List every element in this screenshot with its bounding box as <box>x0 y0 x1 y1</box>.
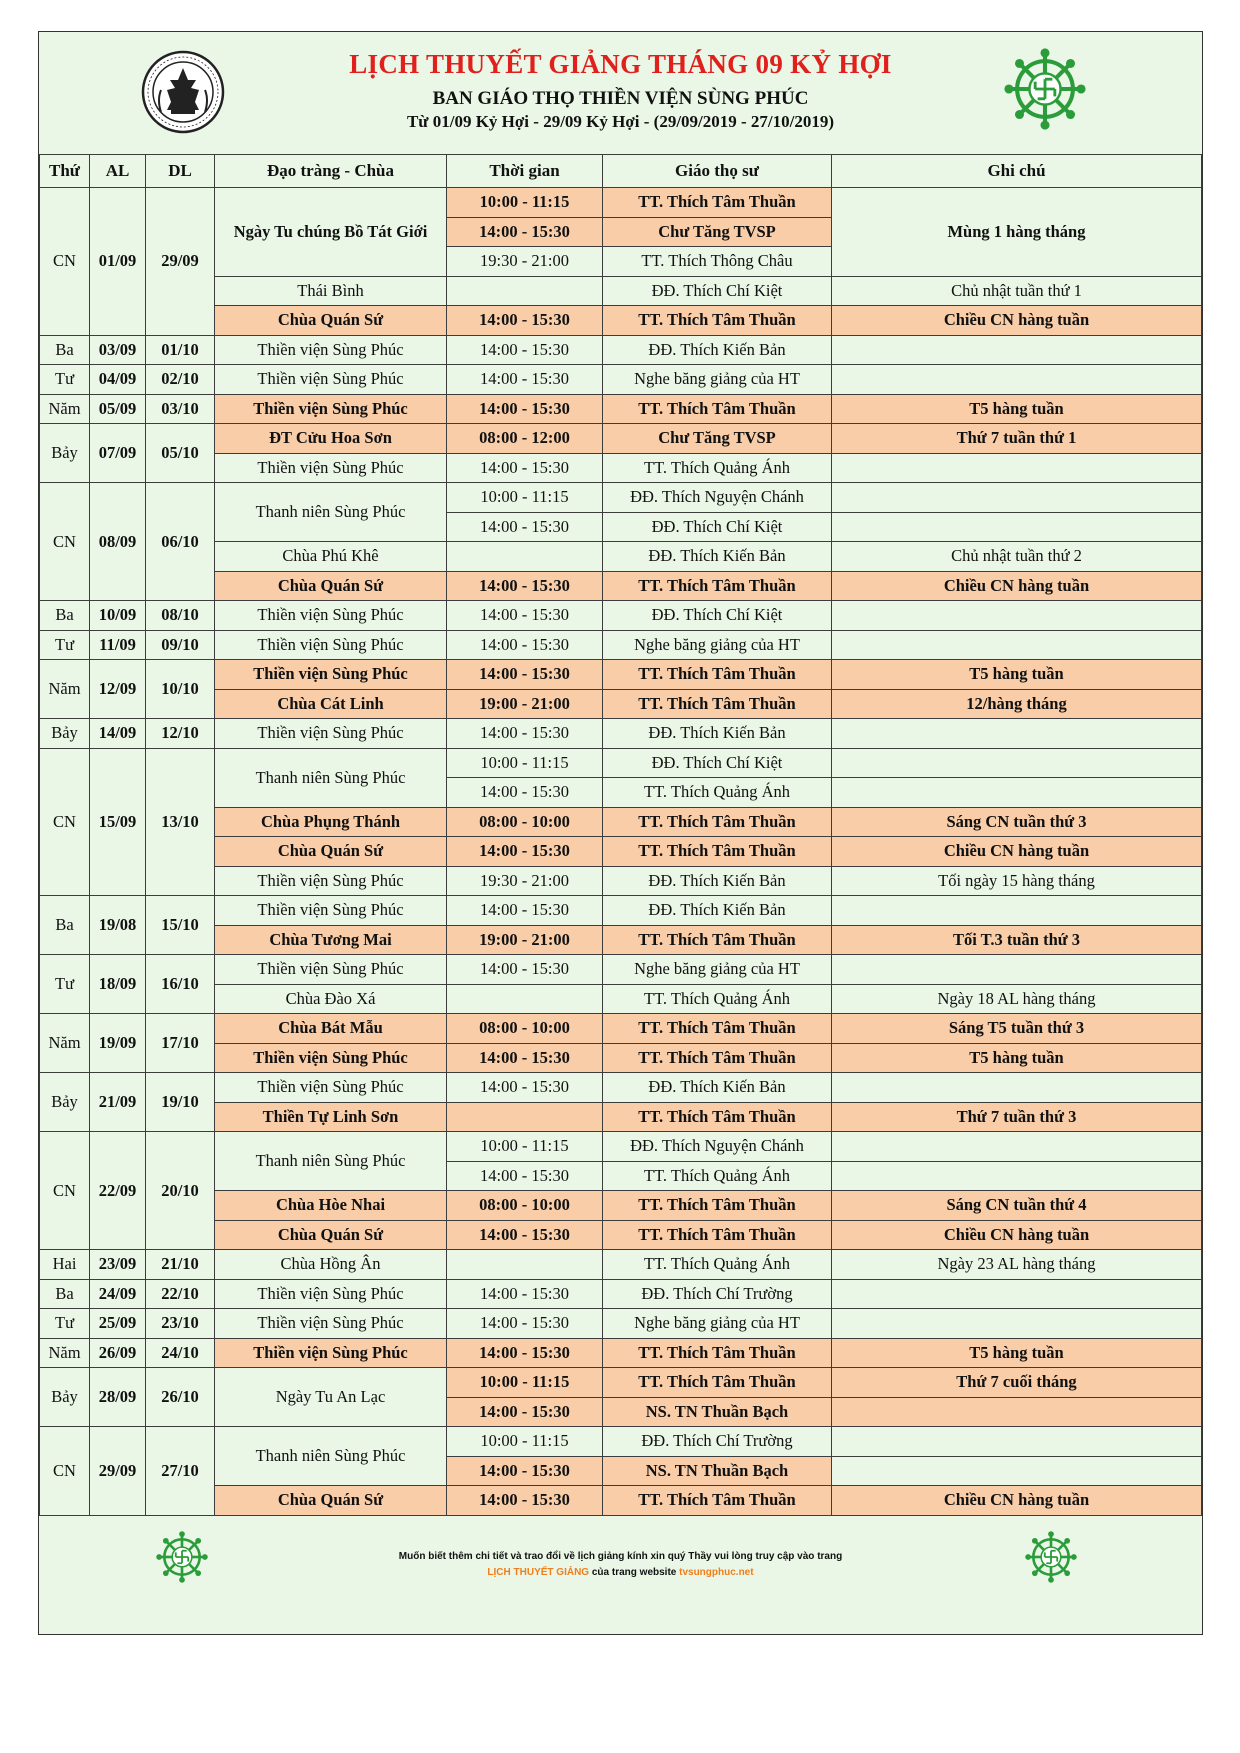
place-cell: Chùa Quán Sứ <box>215 571 447 601</box>
time-cell: 10:00 - 11:15 <box>447 1427 603 1457</box>
teacher-cell: TT. Thích Tâm Thuần <box>603 1014 832 1044</box>
note-cell: T5 hàng tuần <box>832 1043 1202 1073</box>
weekday-cell: CN <box>40 1132 90 1250</box>
time-cell: 14:00 - 15:30 <box>447 660 603 690</box>
teacher-cell: ĐĐ. Thích Chí Trường <box>603 1427 832 1457</box>
date-range: Từ 01/09 Kỷ Hợi - 29/09 Kỷ Hợi - (29/09/2019 - 27/10/2019) <box>406 112 835 131</box>
lunar-date-cell: 05/09 <box>90 394 146 424</box>
schedule-sheet <box>38 31 1203 1635</box>
time-cell: 10:00 - 11:15 <box>447 483 603 513</box>
place-cell: Thiền viện Sùng Phúc <box>215 335 447 365</box>
lunar-date-cell: 04/09 <box>90 365 146 395</box>
teacher-cell: ĐĐ. Thích Chí Kiệt <box>603 748 832 778</box>
lunar-date-cell: 26/09 <box>90 1338 146 1368</box>
time-cell: 10:00 - 11:15 <box>447 188 603 218</box>
teacher-cell: TT. Thích Quảng Ánh <box>603 778 832 808</box>
note-cell <box>832 601 1202 631</box>
table-row <box>40 1279 1202 1309</box>
place-cell: Thiền viện Sùng Phúc <box>215 896 447 926</box>
note-cell: Thứ 7 tuần thứ 3 <box>832 1102 1202 1132</box>
note-cell: Chủ nhật tuần thứ 2 <box>832 542 1202 572</box>
time-cell <box>447 1102 603 1132</box>
table-row <box>40 1338 1202 1368</box>
time-cell: 14:00 - 15:30 <box>447 1309 603 1339</box>
place-cell: Thiền viện Sùng Phúc <box>215 1279 447 1309</box>
note-cell: Ngày 18 AL hàng tháng <box>832 984 1202 1014</box>
time-cell: 08:00 - 10:00 <box>447 1014 603 1044</box>
teacher-cell: ĐĐ. Thích Chí Kiệt <box>603 601 832 631</box>
weekday-cell: Tư <box>40 630 90 660</box>
note-cell <box>832 719 1202 749</box>
time-cell: 14:00 - 15:30 <box>447 630 603 660</box>
weekday-cell: CN <box>40 188 90 336</box>
time-cell: 14:00 - 15:30 <box>447 571 603 601</box>
note-cell: Chiều CN hàng tuần <box>832 837 1202 867</box>
note-cell <box>832 483 1202 513</box>
teacher-cell: ĐĐ. Thích Chí Kiệt <box>603 512 832 542</box>
teacher-cell: Nghe băng giảng của HT <box>603 1309 832 1339</box>
time-cell: 10:00 - 11:15 <box>447 748 603 778</box>
table-row <box>40 571 1202 601</box>
lunar-date-cell: 23/09 <box>90 1250 146 1280</box>
teacher-cell: TT. Thích Tâm Thuần <box>603 1338 832 1368</box>
place-cell: Chùa Bát Mẫu <box>215 1014 447 1044</box>
place-cell: Chùa Cát Linh <box>215 689 447 719</box>
table-row <box>40 689 1202 719</box>
teacher-cell: TT. Thích Tâm Thuần <box>603 837 832 867</box>
note-cell <box>832 1161 1202 1191</box>
place-cell: ĐT Cửu Hoa Sơn <box>215 424 447 454</box>
table-row <box>40 1309 1202 1339</box>
teacher-cell: TT. Thích Quảng Ánh <box>603 984 832 1014</box>
teacher-cell: ĐĐ. Thích Nguyện Chánh <box>603 483 832 513</box>
table-row <box>40 837 1202 867</box>
table-row <box>40 306 1202 336</box>
note-cell <box>832 335 1202 365</box>
note-cell <box>832 365 1202 395</box>
note-cell: T5 hàng tuần <box>832 1338 1202 1368</box>
note-cell: Ngày 23 AL hàng tháng <box>832 1250 1202 1280</box>
solar-date-cell: 21/10 <box>146 1250 215 1280</box>
table-row <box>40 925 1202 955</box>
time-cell: 14:00 - 15:30 <box>447 1279 603 1309</box>
table-row <box>40 1427 1202 1457</box>
solar-date-cell: 29/09 <box>146 188 215 336</box>
footer-link-schedule[interactable]: LỊCH THUYẾT GIẢNG <box>487 1567 590 1578</box>
col-header-dl: DL <box>146 155 215 188</box>
place-cell: Ngày Tu An Lạc <box>215 1368 447 1427</box>
teacher-cell: NS. TN Thuần Bạch <box>603 1397 832 1427</box>
place-cell: Thiền Tự Linh Sơn <box>215 1102 447 1132</box>
table-row <box>40 1014 1202 1044</box>
lunar-date-cell: 11/09 <box>90 630 146 660</box>
teacher-cell: TT. Thích Tâm Thuần <box>603 689 832 719</box>
col-header-place: Đạo tràng - Chùa <box>215 155 447 188</box>
solar-date-cell: 10/10 <box>146 660 215 719</box>
time-cell: 14:00 - 15:30 <box>447 778 603 808</box>
place-cell: Thiền viện Sùng Phúc <box>215 601 447 631</box>
place-cell: Chùa Quán Sứ <box>215 306 447 336</box>
lunar-date-cell: 18/09 <box>90 955 146 1014</box>
time-cell: 14:00 - 15:30 <box>447 896 603 926</box>
lunar-date-cell: 21/09 <box>90 1073 146 1132</box>
note-cell: Chiều CN hàng tuần <box>832 306 1202 336</box>
teacher-cell: ĐĐ. Thích Kiến Bản <box>603 542 832 572</box>
table-row <box>40 1250 1202 1280</box>
teacher-cell: TT. Thích Tâm Thuần <box>603 1368 832 1398</box>
weekday-cell: Ba <box>40 1279 90 1309</box>
time-cell: 14:00 - 15:30 <box>447 719 603 749</box>
weekday-cell: CN <box>40 483 90 601</box>
table-row <box>40 453 1202 483</box>
weekday-cell: Ba <box>40 335 90 365</box>
place-cell: Thiền viện Sùng Phúc <box>215 1338 447 1368</box>
note-cell <box>832 955 1202 985</box>
teacher-cell: TT. Thích Quảng Ánh <box>603 1250 832 1280</box>
solar-date-cell: 08/10 <box>146 601 215 631</box>
solar-date-cell: 13/10 <box>146 748 215 896</box>
weekday-cell: Năm <box>40 394 90 424</box>
place-cell: Chùa Đào Xá <box>215 984 447 1014</box>
header <box>39 32 1202 154</box>
lunar-date-cell: 28/09 <box>90 1368 146 1427</box>
time-cell: 14:00 - 15:30 <box>447 955 603 985</box>
solar-date-cell: 19/10 <box>146 1073 215 1132</box>
teacher-cell: TT. Thích Thông Châu <box>603 247 832 277</box>
table-row <box>40 276 1202 306</box>
dharma-wheel-icon <box>1025 1531 1077 1583</box>
time-cell: 14:00 - 15:30 <box>447 512 603 542</box>
weekday-cell: CN <box>40 748 90 896</box>
note-cell: Tối ngày 15 hàng tháng <box>832 866 1202 896</box>
note-cell: Thứ 7 tuần thứ 1 <box>832 424 1202 454</box>
teacher-cell: Chư Tăng TVSP <box>603 217 832 247</box>
lunar-date-cell: 22/09 <box>90 1132 146 1250</box>
table-row <box>40 542 1202 572</box>
table-row <box>40 424 1202 454</box>
table-row <box>40 984 1202 1014</box>
place-cell: Chùa Tương Mai <box>215 925 447 955</box>
weekday-cell: Tư <box>40 1309 90 1339</box>
lunar-date-cell: 01/09 <box>90 188 146 336</box>
solar-date-cell: 03/10 <box>146 394 215 424</box>
place-cell: Thiền viện Sùng Phúc <box>215 660 447 690</box>
place-cell: Thanh niên Sùng Phúc <box>215 483 447 542</box>
table-row <box>40 1043 1202 1073</box>
note-cell: Sáng CN tuần thứ 4 <box>832 1191 1202 1221</box>
table-row <box>40 630 1202 660</box>
time-cell: 14:00 - 15:30 <box>447 1161 603 1191</box>
teacher-cell: TT. Thích Tâm Thuần <box>603 188 832 218</box>
footer-link-site[interactable]: tvsungphuc.net <box>679 1567 754 1578</box>
solar-date-cell: 17/10 <box>146 1014 215 1073</box>
time-cell: 19:30 - 21:00 <box>447 247 603 277</box>
solar-date-cell: 23/10 <box>146 1309 215 1339</box>
place-cell: Thanh niên Sùng Phúc <box>215 1132 447 1191</box>
lunar-date-cell: 29/09 <box>90 1427 146 1516</box>
weekday-cell: CN <box>40 1427 90 1516</box>
time-cell: 14:00 - 15:30 <box>447 837 603 867</box>
lunar-date-cell: 12/09 <box>90 660 146 719</box>
teacher-cell: TT. Thích Tâm Thuần <box>603 1486 832 1516</box>
time-cell: 14:00 - 15:30 <box>447 217 603 247</box>
solar-date-cell: 26/10 <box>146 1368 215 1427</box>
time-cell: 14:00 - 15:30 <box>447 1043 603 1073</box>
place-cell: Thiền viện Sùng Phúc <box>215 955 447 985</box>
solar-date-cell: 16/10 <box>146 955 215 1014</box>
table-row <box>40 394 1202 424</box>
table-row <box>40 1102 1202 1132</box>
teacher-cell: TT. Thích Tâm Thuần <box>603 1043 832 1073</box>
table-row <box>40 955 1202 985</box>
dharma-wheel-icon <box>1004 48 1086 130</box>
teacher-cell: TT. Thích Tâm Thuần <box>603 1220 832 1250</box>
time-cell: 14:00 - 15:30 <box>447 365 603 395</box>
teacher-cell: ĐĐ. Thích Chí Kiệt <box>603 276 832 306</box>
time-cell: 08:00 - 10:00 <box>447 1191 603 1221</box>
weekday-cell: Bảy <box>40 1073 90 1132</box>
lunar-date-cell: 10/09 <box>90 601 146 631</box>
weekday-cell: Năm <box>40 1014 90 1073</box>
note-cell <box>832 1279 1202 1309</box>
note-cell <box>832 1427 1202 1457</box>
teacher-cell: TT. Thích Tâm Thuần <box>603 807 832 837</box>
place-cell: Thiền viện Sùng Phúc <box>215 365 447 395</box>
weekday-cell: Bảy <box>40 719 90 749</box>
place-cell: Thiền viện Sùng Phúc <box>215 630 447 660</box>
place-cell: Chùa Quán Sứ <box>215 1486 447 1516</box>
table-row <box>40 1191 1202 1221</box>
time-cell: 14:00 - 15:30 <box>447 1338 603 1368</box>
table-row <box>40 660 1202 690</box>
solar-date-cell: 22/10 <box>146 1279 215 1309</box>
note-cell: T5 hàng tuần <box>832 660 1202 690</box>
place-cell: Thiền viện Sùng Phúc <box>215 719 447 749</box>
table-row <box>40 601 1202 631</box>
teacher-cell: TT. Thích Tâm Thuần <box>603 925 832 955</box>
teacher-cell: Chư Tăng TVSP <box>603 424 832 454</box>
teacher-cell: TT. Thích Quảng Ánh <box>603 453 832 483</box>
solar-date-cell: 05/10 <box>146 424 215 483</box>
place-cell: Thái Bình <box>215 276 447 306</box>
lunar-date-cell: 19/08 <box>90 896 146 955</box>
weekday-cell: Ba <box>40 601 90 631</box>
solar-date-cell: 06/10 <box>146 483 215 601</box>
note-cell: Chiều CN hàng tuần <box>832 571 1202 601</box>
time-cell: 14:00 - 15:30 <box>447 306 603 336</box>
lunar-date-cell: 08/09 <box>90 483 146 601</box>
teacher-cell: TT. Thích Tâm Thuần <box>603 394 832 424</box>
teacher-cell: ĐĐ. Thích Kiến Bản <box>603 335 832 365</box>
teacher-cell: TT. Thích Quảng Ánh <box>603 1161 832 1191</box>
note-cell <box>832 748 1202 778</box>
note-cell: Chiều CN hàng tuần <box>832 1220 1202 1250</box>
col-header-thu: Thứ <box>40 155 90 188</box>
teacher-cell: TT. Thích Tâm Thuần <box>603 571 832 601</box>
weekday-cell: Năm <box>40 1338 90 1368</box>
weekday-cell: Năm <box>40 660 90 719</box>
table-header-row <box>40 155 1202 188</box>
teacher-cell: NS. TN Thuần Bạch <box>603 1456 832 1486</box>
note-cell <box>832 512 1202 542</box>
note-cell: Sáng CN tuần thứ 3 <box>832 807 1202 837</box>
time-cell: 08:00 - 12:00 <box>447 424 603 454</box>
place-cell: Thiền viện Sùng Phúc <box>215 1043 447 1073</box>
table-row <box>40 866 1202 896</box>
weekday-cell: Hai <box>40 1250 90 1280</box>
time-cell: 14:00 - 15:30 <box>447 1486 603 1516</box>
note-cell <box>832 630 1202 660</box>
table-row <box>40 188 1202 218</box>
time-cell <box>447 276 603 306</box>
col-header-time: Thời gian <box>447 155 603 188</box>
table-row <box>40 1486 1202 1516</box>
place-cell: Chùa Quán Sứ <box>215 1220 447 1250</box>
time-cell <box>447 542 603 572</box>
lunar-date-cell: 24/09 <box>90 1279 146 1309</box>
place-cell: Chùa Hòe Nhai <box>215 1191 447 1221</box>
solar-date-cell: 12/10 <box>146 719 215 749</box>
place-cell: Chùa Phụng Thánh <box>215 807 447 837</box>
time-cell: 19:00 - 21:00 <box>447 925 603 955</box>
weekday-cell: Tư <box>40 365 90 395</box>
col-header-note: Ghi chú <box>832 155 1202 188</box>
teacher-cell: Nghe băng giảng của HT <box>603 630 832 660</box>
lunar-date-cell: 14/09 <box>90 719 146 749</box>
teacher-cell: ĐĐ. Thích Chí Trường <box>603 1279 832 1309</box>
time-cell: 19:00 - 21:00 <box>447 689 603 719</box>
solar-date-cell: 02/10 <box>146 365 215 395</box>
note-cell: T5 hàng tuần <box>832 394 1202 424</box>
table-row <box>40 748 1202 778</box>
weekday-cell: Bảy <box>40 1368 90 1427</box>
lunar-date-cell: 25/09 <box>90 1309 146 1339</box>
place-cell: Thiền viện Sùng Phúc <box>215 394 447 424</box>
page-subtitle: BAN GIÁO THỌ THIỀN VIỆN SÙNG PHÚC <box>432 88 809 109</box>
note-cell: Thứ 7 cuối tháng <box>832 1368 1202 1398</box>
table-row <box>40 807 1202 837</box>
solar-date-cell: 09/10 <box>146 630 215 660</box>
time-cell <box>447 1250 603 1280</box>
place-cell: Thanh niên Sùng Phúc <box>215 748 447 807</box>
note-cell: Tối T.3 tuần thứ 3 <box>832 925 1202 955</box>
schedule-table <box>39 154 1202 1516</box>
solar-date-cell: 15/10 <box>146 896 215 955</box>
teacher-cell: Nghe băng giảng của HT <box>603 365 832 395</box>
teacher-cell: ĐĐ. Thích Kiến Bản <box>603 896 832 926</box>
time-cell: 14:00 - 15:30 <box>447 1456 603 1486</box>
note-cell <box>832 778 1202 808</box>
time-cell: 14:00 - 15:30 <box>447 601 603 631</box>
teacher-cell: Nghe băng giảng của HT <box>603 955 832 985</box>
lunar-date-cell: 07/09 <box>90 424 146 483</box>
solar-date-cell: 01/10 <box>146 335 215 365</box>
place-cell: Thanh niên Sùng Phúc <box>215 1427 447 1486</box>
table-row <box>40 1132 1202 1162</box>
weekday-cell: Tư <box>40 955 90 1014</box>
place-cell: Ngày Tu chúng Bồ Tát Giới <box>215 188 447 277</box>
footer-middle-text: của trang website <box>589 1567 680 1578</box>
weekday-cell: Bảy <box>40 424 90 483</box>
lunar-date-cell: 03/09 <box>90 335 146 365</box>
time-cell: 14:00 - 15:30 <box>447 453 603 483</box>
teacher-cell: ĐĐ. Thích Kiến Bản <box>603 719 832 749</box>
place-cell: Thiền viện Sùng Phúc <box>215 453 447 483</box>
teacher-cell: TT. Thích Tâm Thuần <box>603 660 832 690</box>
time-cell: 14:00 - 15:30 <box>447 1397 603 1427</box>
place-cell: Chùa Quán Sứ <box>215 837 447 867</box>
place-cell: Thiền viện Sùng Phúc <box>215 1073 447 1103</box>
table-row <box>40 483 1202 513</box>
lunar-date-cell: 19/09 <box>90 1014 146 1073</box>
weekday-cell: Ba <box>40 896 90 955</box>
time-cell: 14:00 - 15:30 <box>447 1220 603 1250</box>
table-row <box>40 719 1202 749</box>
table-row <box>40 365 1202 395</box>
note-cell: Mùng 1 hàng tháng <box>832 188 1202 277</box>
time-cell: 10:00 - 11:15 <box>447 1368 603 1398</box>
teacher-cell: ĐĐ. Thích Nguyện Chánh <box>603 1132 832 1162</box>
note-cell <box>832 1456 1202 1486</box>
note-cell <box>832 1132 1202 1162</box>
teacher-cell: TT. Thích Tâm Thuần <box>603 1191 832 1221</box>
note-cell <box>832 896 1202 926</box>
place-cell: Thiền viện Sùng Phúc <box>215 1309 447 1339</box>
solar-date-cell: 27/10 <box>146 1427 215 1516</box>
time-cell: 14:00 - 15:30 <box>447 1073 603 1103</box>
note-cell: Chiều CN hàng tuần <box>832 1486 1202 1516</box>
lunar-date-cell: 15/09 <box>90 748 146 896</box>
page-title: LỊCH THUYẾT GIẢNG THÁNG 09 KỶ HỢI <box>349 49 892 79</box>
table-row <box>40 1073 1202 1103</box>
time-cell: 19:30 - 21:00 <box>447 866 603 896</box>
solar-date-cell: 24/10 <box>146 1338 215 1368</box>
note-cell: 12/hàng tháng <box>832 689 1202 719</box>
time-cell <box>447 984 603 1014</box>
schedule-body <box>40 188 1202 1516</box>
time-cell: 14:00 - 15:30 <box>447 394 603 424</box>
col-header-teacher: Giáo thọ sư <box>603 155 832 188</box>
col-header-al: AL <box>90 155 146 188</box>
time-cell: 08:00 - 10:00 <box>447 807 603 837</box>
solar-date-cell: 20/10 <box>146 1132 215 1250</box>
note-cell: Sáng T5 tuần thứ 3 <box>832 1014 1202 1044</box>
table-row <box>40 335 1202 365</box>
note-cell <box>832 1073 1202 1103</box>
place-cell: Thiền viện Sùng Phúc <box>215 866 447 896</box>
teacher-cell: TT. Thích Tâm Thuần <box>603 306 832 336</box>
teacher-cell: ĐĐ. Thích Kiến Bản <box>603 1073 832 1103</box>
table-row <box>40 1220 1202 1250</box>
note-cell: Chủ nhật tuần thứ 1 <box>832 276 1202 306</box>
place-cell: Chùa Hồng Ân <box>215 1250 447 1280</box>
note-cell <box>832 1309 1202 1339</box>
teacher-cell: TT. Thích Tâm Thuần <box>603 1102 832 1132</box>
time-cell: 10:00 - 11:15 <box>447 1132 603 1162</box>
teacher-cell: ĐĐ. Thích Kiến Bản <box>603 866 832 896</box>
note-cell <box>832 1397 1202 1427</box>
footer-line: Muốn biết thêm chi tiết và trao đổi về lịch giảng kính xin quý Thầy vui lòng truy cập vào trang <box>398 1551 843 1562</box>
place-cell: Chùa Phú Khê <box>215 542 447 572</box>
table-row <box>40 896 1202 926</box>
table-row <box>40 1368 1202 1398</box>
footer <box>39 1513 1202 1633</box>
note-cell <box>832 453 1202 483</box>
time-cell: 14:00 - 15:30 <box>447 335 603 365</box>
